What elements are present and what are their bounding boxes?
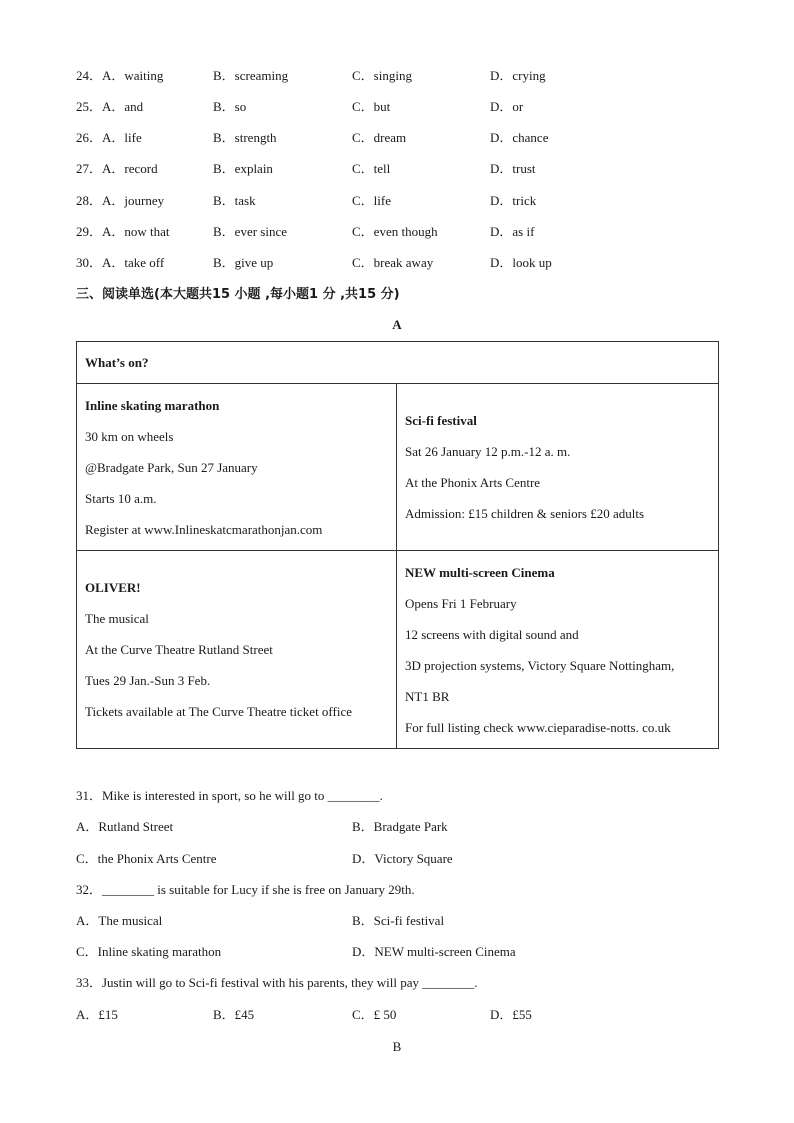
cell-line: Register at www.Inlineskatcmarathonjan.com — [85, 521, 323, 537]
cell-line: The musical — [85, 611, 149, 626]
option-c: C．dream — [352, 130, 407, 145]
question-stem: 32．________ is suitable for Lucy if she is free on January 29th. — [76, 882, 415, 897]
cell-title: NEW multi-screen Cinema — [405, 564, 555, 580]
option-c: C．even though — [352, 224, 438, 239]
option-d: D．or — [490, 99, 524, 114]
option-a: A．The musical — [76, 913, 163, 928]
option-b: B．£45 — [213, 1007, 255, 1022]
option-c: C．life — [352, 193, 391, 208]
option-c: C．Inline skating marathon — [76, 944, 222, 959]
cell-title: Inline skating marathon — [85, 397, 220, 413]
cell-line: Tues 29 Jan.-Sun 3 Feb. — [85, 673, 211, 688]
cell-line: Admission: £15 children & seniors £20 adults — [405, 506, 645, 521]
option-row — [76, 1006, 718, 1024]
question-stem: 31．Mike is interested in sport, so he will go to ________. — [76, 788, 383, 803]
option-b: B．give up — [213, 255, 274, 270]
option-row — [76, 850, 718, 868]
option-a: 29．A．now that — [76, 224, 170, 239]
cell-title: OLIVER! — [85, 580, 141, 595]
cell-line: Opens Fri 1 February — [405, 595, 517, 611]
cell-line: NT1 BR — [405, 688, 450, 704]
cell-oliver-musical — [77, 551, 397, 749]
option-a: 26．A．life — [76, 130, 142, 145]
option-d: D．trust — [490, 161, 536, 176]
cell-scifi-festival — [397, 384, 719, 551]
cell-line: 3D projection systems, Victory Square Nottingham, — [405, 657, 675, 673]
option-a: 24．A．waiting — [76, 68, 164, 83]
cell-inline-skating — [77, 384, 397, 551]
option-c: C．break away — [352, 255, 434, 270]
passage-b-label: B — [392, 1039, 402, 1054]
option-b: B．task — [213, 193, 256, 208]
option-d: D．chance — [490, 130, 549, 145]
cell-line: Tickets available at The Curve Theatre ticket office — [85, 704, 353, 719]
cell-line: At the Curve Theatre Rutland Street — [85, 642, 273, 657]
option-d: D．crying — [490, 68, 546, 83]
option-b: B．so — [213, 99, 247, 114]
option-b: B．explain — [213, 161, 273, 176]
option-d: D．as if — [490, 224, 535, 239]
option-a: 28．A．journey — [76, 193, 165, 208]
option-d: D．look up — [490, 255, 552, 270]
option-row — [76, 943, 718, 961]
option-a: 25．A．and — [76, 99, 144, 114]
option-a: A．Rutland Street — [76, 819, 174, 834]
option-row — [76, 912, 718, 930]
section-heading: 三、阅读单选(本大题共15 小题 ,每小题1 分 ,共15 分) — [76, 287, 400, 302]
whats-on-table — [76, 341, 719, 749]
cell-line: Starts 10 a.m. — [85, 490, 157, 506]
option-c: C．singing — [352, 68, 412, 83]
option-d: D．NEW multi-screen Cinema — [352, 944, 516, 959]
cell-new-cinema — [397, 551, 719, 749]
cell-line: At the Phonix Arts Centre — [405, 475, 541, 490]
table-header: What’s on? — [77, 342, 719, 384]
cell-line: 30 km on wheels — [85, 428, 174, 444]
cell-line: For full listing check www.cieparadise-notts. co.uk — [405, 719, 671, 735]
option-row — [76, 818, 718, 836]
option-c: C．tell — [352, 161, 391, 176]
option-b: B．Sci-fi festival — [352, 913, 445, 928]
option-d: D．£55 — [490, 1007, 532, 1022]
option-a: 30．A．take off — [76, 255, 165, 270]
option-d: D．Victory Square — [352, 851, 453, 866]
option-b: B．Bradgate Park — [352, 819, 448, 834]
cell-line: Sat 26 January 12 p.m.-12 a. m. — [405, 444, 571, 459]
cell-line: 12 screens with digital sound and — [405, 626, 579, 642]
option-c: C．the Phonix Arts Centre — [76, 851, 217, 866]
question-stem: 33．Justin will go to Sci-fi festival with his parents, they will pay ________. — [76, 975, 478, 990]
option-c: C．but — [352, 99, 391, 114]
option-b: B．ever since — [213, 224, 288, 239]
option-d: D．trick — [490, 193, 537, 208]
option-a: A．£15 — [76, 1007, 118, 1022]
option-b: B．strength — [213, 130, 277, 145]
option-b: B．screaming — [213, 68, 289, 83]
option-a: 27．A．record — [76, 161, 158, 176]
option-c: C．£ 50 — [352, 1007, 397, 1022]
passage-a-label: A — [392, 317, 402, 332]
cell-line: @Bradgate Park, Sun 27 January — [85, 459, 258, 475]
cell-title: Sci-fi festival — [405, 413, 477, 428]
